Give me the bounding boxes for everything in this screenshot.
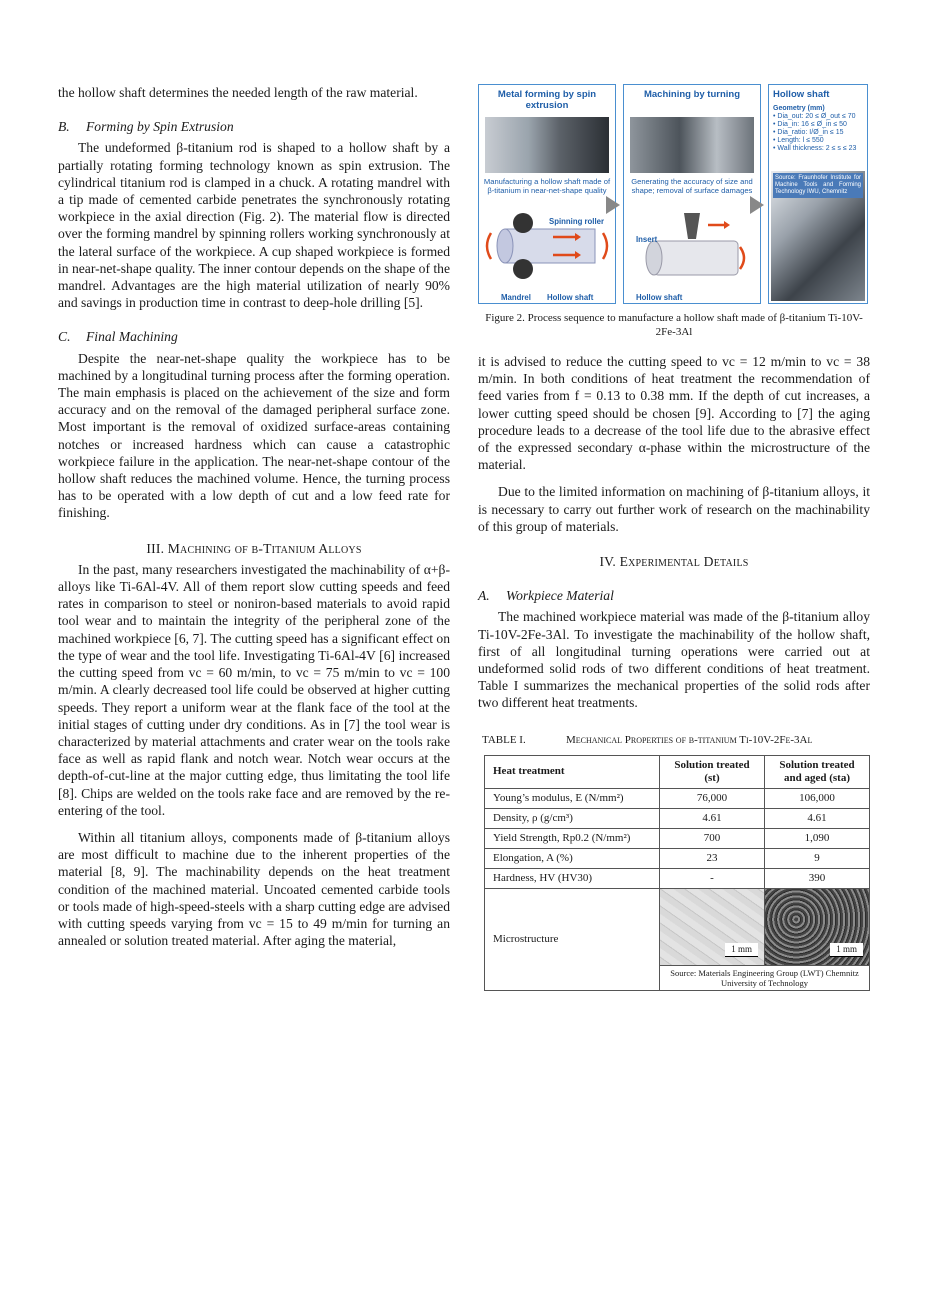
paragraph: The machined workpiece material was made of the β-titanium alloy Ti-10V-2Fe-3Al. To investigate the machinability of the hollow shaft, first of all longitudinal turning operations were carried out at undeformed solid rods of two different conditions of heat treatment. Table I summarizes the mechanical properties of the solid rods after two different heat treatments.: [478, 609, 870, 711]
paragraph: In the past, many researchers investigated the machinability of α+β-alloys like Ti-6Al-4V. All of them report slow cutting speeds and feed rates in comparison to steel or noniron-based materials to avoid rapid tool wear and to maintain the integrity of the peripheral zone of the machined workpiece [6, 7]. The cutting speed has a significant effect on the type of wear and the tool life. Investigating Ti-6Al-4V [6] increased the cutting speed from vc = 60 m/min, to vc = 75 m/min to vc = 100 m/min. A clearly decreased tool life could be observed at higher cutting speeds. They report a uniform wear at the flank face of the tool at the initial stages of cutting under dry conditions. As in [7] the tool wear is characterized by material attachments and crater wear on the tools rake face as well as rapid flank and notch wear. Notch wear occurs at the depth-of-cut-line at the major cutting edge, thus limitating the tool life [8]. Chips are welded on the tools rake face and are removed by the re-entering of the tool.: [58, 561, 450, 818]
table-row: Yield Strength, Rp0.2 (N/mm²) 700 1,090: [485, 828, 870, 848]
table-row: Young’s modulus, E (N/mm²) 76,000 106,000: [485, 788, 870, 808]
section-heading: III. Machining of β-Titanium Alloys: [146, 540, 362, 556]
machine-photo: [485, 117, 609, 173]
subsection-heading: C. Final Machining: [58, 329, 178, 345]
table-row: Density, ρ (g/cm³) 4.61 4.61: [485, 808, 870, 828]
figure-panel-hollow-shaft: Hollow shaft Geometry (mm) • Dia_out: 20 ≤ Ø_out ≤ 70 • Dia_in: 16 ≤ Ø_in ≤ 50 • Dia_ratio: I/Ø_in ≤ 15 • Length: l ≤ 550 • Wall thickness: 2 ≤ s ≤ 23 Source: Fraunhofer Institute for Machine Tools and Forming Technology IWU, Chemnitz: [768, 84, 868, 304]
table-row-microstructure: Microstructure 1 mm 1 mm Source: Materials Engineering Group (LWT) Chemnitz University of Technology: [485, 888, 870, 990]
subsection-heading: B. Forming by Spin Extrusion: [58, 119, 234, 135]
process-arrow-icon: [606, 196, 620, 214]
paragraph: Due to the limited information on machining of β-titanium alloys, it is necessary to carry out further work of research on the machinability of this group of materials.: [478, 484, 870, 534]
hollow-shaft-photo: Source: Fraunhofer Institute for Machine Tools and Forming Technology IWU, Chemnitz: [771, 171, 865, 301]
figure-2: [478, 84, 870, 306]
table-header-row: Heat treatment Solution treated (st) Solution treated and aged (sta): [485, 755, 870, 788]
figure-panel-turning: Machining by turning Generating the accuracy of size and shape; removal of surface damages Insert Hollow shaft: [623, 84, 761, 304]
paragraph: Within all titanium alloys, components made of β-titanium alloys are most difficult to machine due to the inherent properties of the material [8, 9]. The machinability depends on the heat treatment condition of the machined material. Uncoated cemented carbide tools or tools made of high-speed-steels with a sharp cutting edge are advised with cutting speeds varying from vc = 15 to 49 m/min for turning an annealed or solution treated material. After aging the material,: [58, 829, 450, 949]
process-arrow-icon: [750, 196, 764, 214]
figure-panel-spin-extrusion: Metal forming by spin extrusion Manufacturing a hollow shaft made of β-titanium in near-net-shape quality Spinning roller Mandrel Hollow shaft: [478, 84, 616, 304]
geometry-list: Geometry (mm) • Dia_out: 20 ≤ Ø_out ≤ 70 • Dia_in: 16 ≤ Ø_in ≤ 50 • Dia_ratio: I/Ø_in ≤ 15 • Length: l ≤ 550 • Wall thickness: 2 ≤ s ≤ 23: [773, 105, 857, 152]
section-heading: IV. Experimental Details: [599, 554, 749, 570]
paragraph: it is advised to reduce the cutting speed to vc = 12 m/min to vc = 38 m/min. In both conditions of heat treatment the recommendation of feed varies from f = 0.13 to 0.38 mm. If the depth of cut increases, a lower cutting speed should be chosen [9]. According to [7] the aging procedure leads to a decrease of the tool life due to the abrasive effect of the expressed secondary α-phase within the microstructure of the material.: [478, 354, 870, 473]
microstructure-sta-image: 1 mm: [765, 889, 869, 965]
lathe-photo: [630, 117, 754, 173]
subsection-heading: A. Workpiece Material: [478, 588, 614, 604]
left-column: [58, 84, 450, 949]
table-row: Elongation, A (%) 23 9: [485, 848, 870, 868]
paragraph: Despite the near-net-shape quality the workpiece has to be machined by a longitudinal turning process after the forming operation. The main emphasis is placed on the achievement of the size and form accuracy and on the removal of the damaged peripheral surface zone. Most important is the removal of oxidized surface-areas containing notches or increased hardness which can cause a catastrophic workpiece failure in the application. The near-net-shape contour of the hollow shaft reduces the machined volume. Hence, the turning process has to be operated with a low depth of cut and a low feed rate for finishing.: [58, 350, 450, 521]
paragraph: the hollow shaft determines the needed length of the raw material.: [58, 85, 418, 100]
right-column: [478, 84, 870, 991]
table-row: Hardness, HV (HV30) - 390: [485, 868, 870, 888]
microstructure-st-image: 1 mm: [660, 889, 765, 965]
paragraph: The undeformed β-titanium rod is shaped to a hollow shaft by a partially rotating forming technology known as spin extrusion. The cylindrical titanium rod is clamped in a chuck. A rotating mandrel with a tip made of cemented carbide penetrates the synchronously rotating workpiece in the axial direction (Fig. 2). The material flow is directed over the forming mandrel by spinning rollers working synchronously at the lateral surface of the workpiece. A cup shaped workpiece is formed in near-net-shape quality. The inner contour depends on the shape of the mandrel. Advantages are the high material utilization of nearly 90% and savings in production time in contrast to deep-hole drilling [5].: [58, 140, 450, 311]
figure-caption: Figure 2. Process sequence to manufacture a hollow shaft made of β-titanium Ti-10V-2Fe-3Al: [485, 312, 863, 338]
table-caption: TABLE I. Mechanical Properties of β-titanium Ti-10V-2Fe-3Al: [482, 733, 813, 746]
mechanical-properties-table: [484, 755, 870, 991]
